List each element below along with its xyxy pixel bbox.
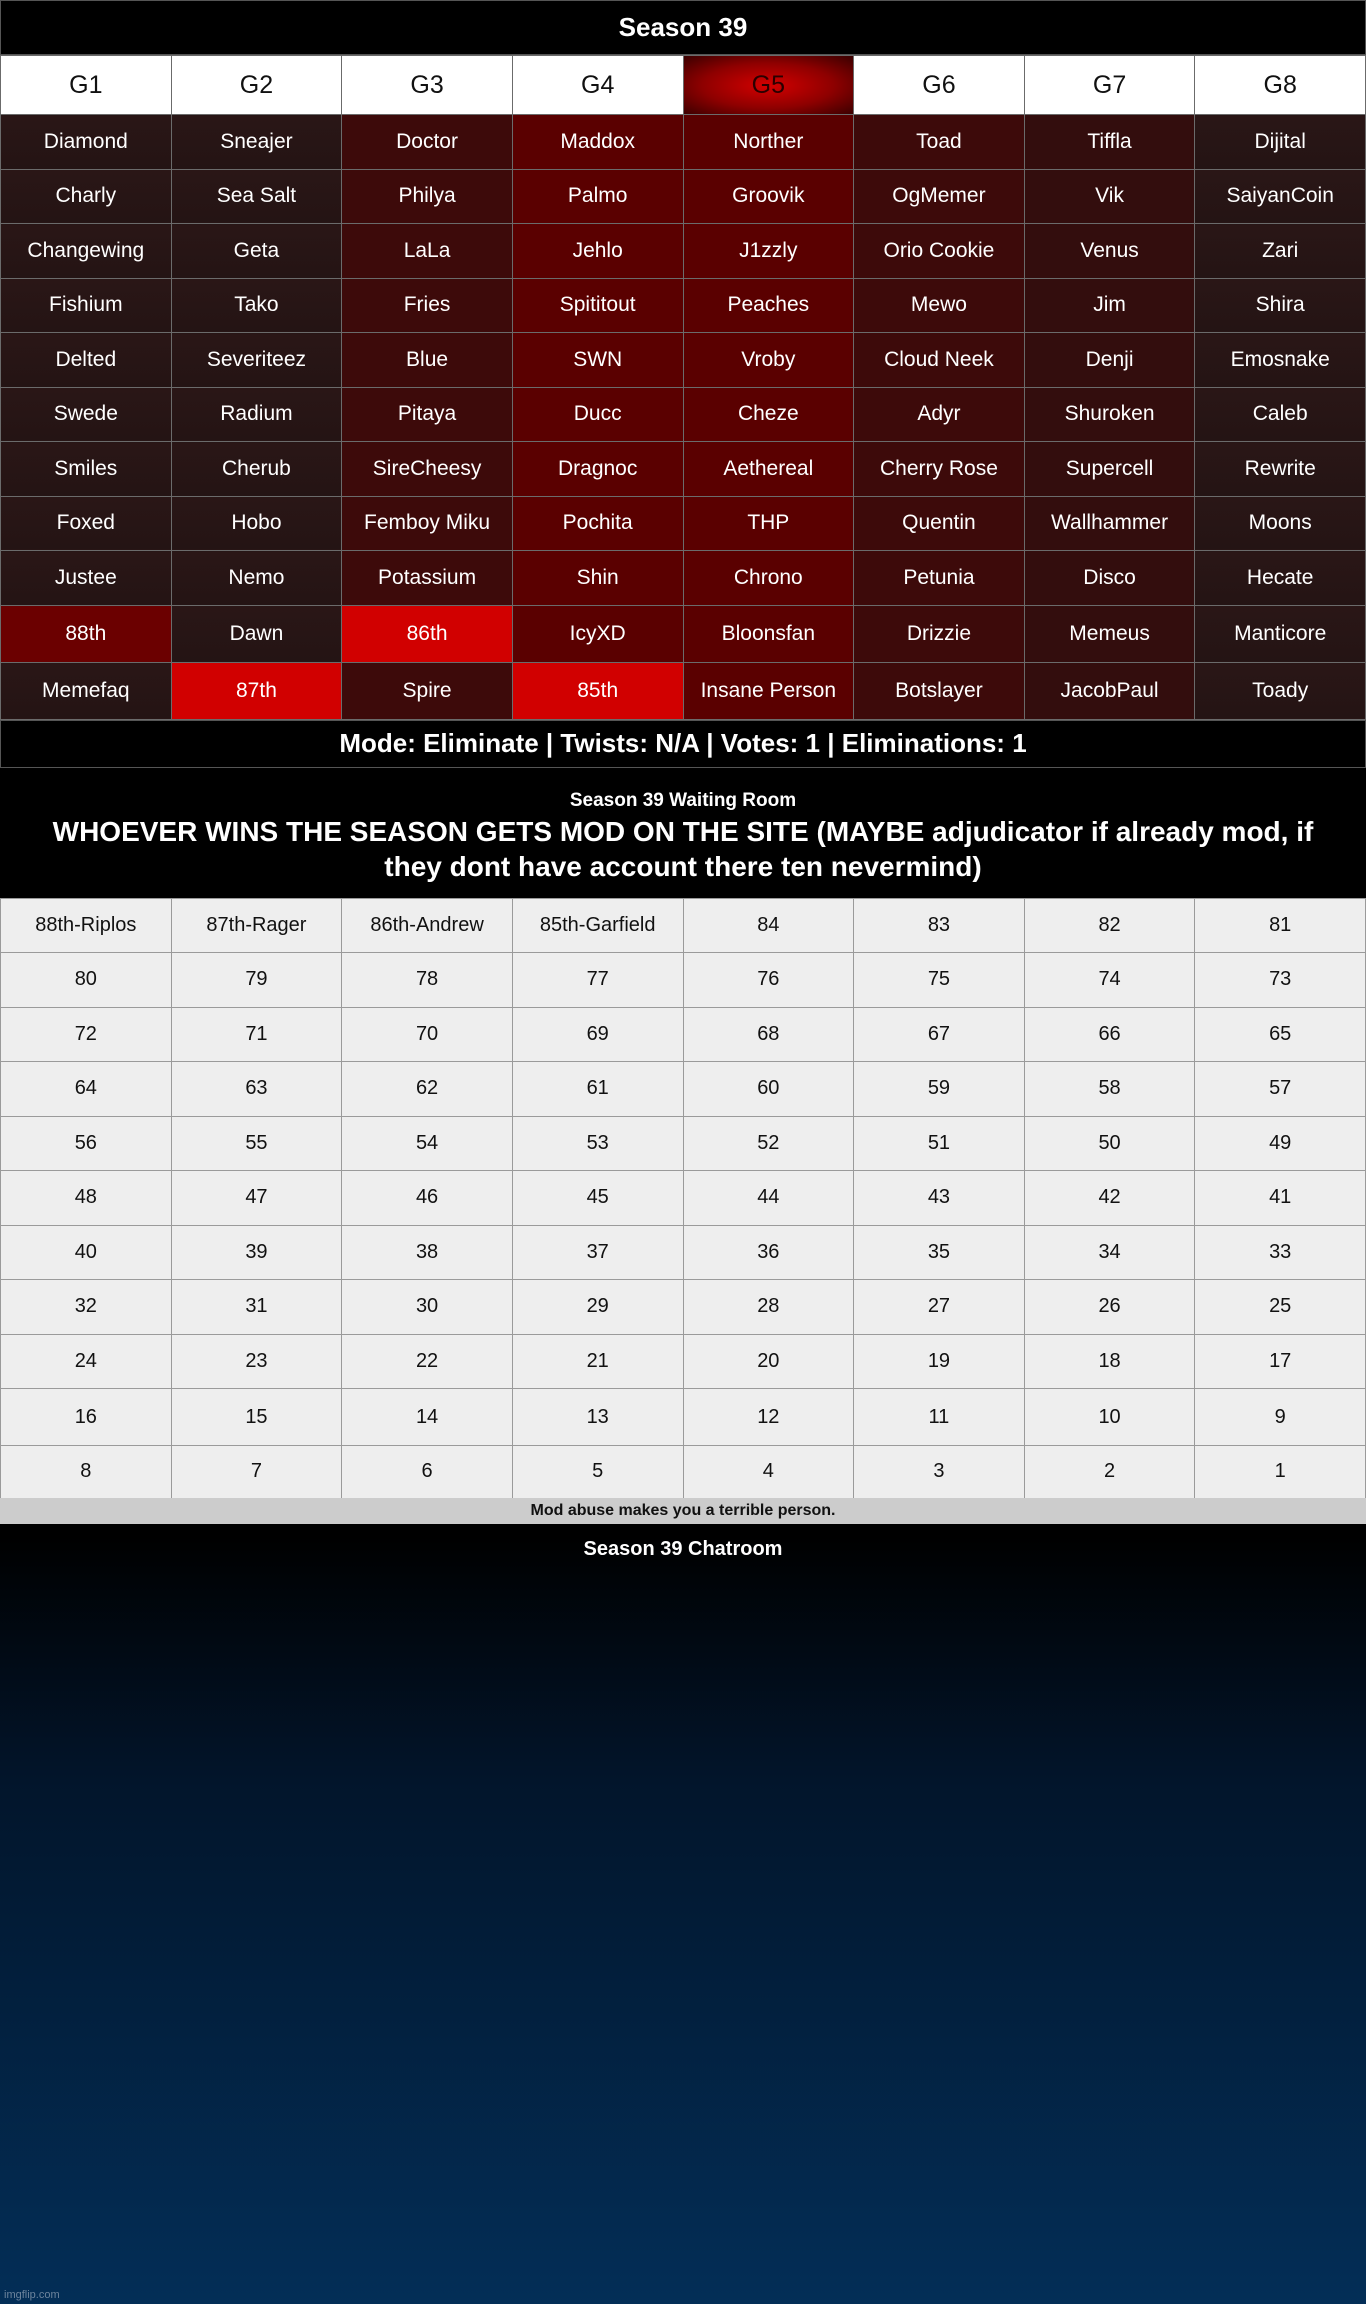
player-cell: Sea Salt (171, 169, 342, 224)
placement-cell: 64 (1, 1062, 172, 1117)
player-cell: Dawn (171, 605, 342, 662)
group-header-g8: G8 (1195, 56, 1366, 115)
placement-cell: 46 (342, 1171, 513, 1226)
placement-cell: 50 (1024, 1116, 1195, 1171)
player-cell: Chrono (683, 551, 854, 606)
placement-cell: 65 (1195, 1007, 1366, 1062)
placement-cell: 23 (171, 1334, 342, 1389)
player-cell: Adyr (854, 387, 1025, 442)
player-cell: Quentin (854, 496, 1025, 551)
group-header-g5: G5 (683, 56, 854, 115)
footer-note: Mod abuse makes you a terrible person. (0, 1498, 1366, 1524)
placement-cell: 24 (1, 1334, 172, 1389)
player-cell: Palmo (512, 169, 683, 224)
placement-cell: 82 (1024, 898, 1195, 953)
player-row (1, 662, 1366, 719)
placement-cell: 37 (512, 1225, 683, 1280)
player-cell: Pochita (512, 496, 683, 551)
placement-cell: 74 (1024, 953, 1195, 1008)
player-cell: Fishium (1, 278, 172, 333)
placement-cell: 75 (854, 953, 1025, 1008)
player-cell: Shira (1195, 278, 1366, 333)
player-row (1, 387, 1366, 442)
placement-cell: 60 (683, 1062, 854, 1117)
player-cell: Changewing (1, 224, 172, 279)
player-cell: Tako (171, 278, 342, 333)
player-cell: SWN (512, 333, 683, 388)
player-cell: Tiffla (1024, 115, 1195, 170)
player-cell: SaiyanCoin (1195, 169, 1366, 224)
player-cell: Rewrite (1195, 442, 1366, 497)
placement-cell: 39 (171, 1225, 342, 1280)
player-cell: Shuroken (1024, 387, 1195, 442)
player-cell: Supercell (1024, 442, 1195, 497)
player-cell: Vroby (683, 333, 854, 388)
placement-cell: 67 (854, 1007, 1025, 1062)
placement-cell: 33 (1195, 1225, 1366, 1280)
placement-cell: 51 (854, 1116, 1025, 1171)
placement-cell: 11 (854, 1389, 1025, 1446)
player-cell: Botslayer (854, 662, 1025, 719)
placement-cell: 10 (1024, 1389, 1195, 1446)
placement-cell: 30 (342, 1280, 513, 1335)
chatroom-title: Season 39 Chatroom (583, 1537, 783, 1560)
player-cell: OgMemer (854, 169, 1025, 224)
waiting-room-header (0, 768, 1366, 898)
placement-cell: 36 (683, 1225, 854, 1280)
placement-cell: 45 (512, 1171, 683, 1226)
placement-cell: 79 (171, 953, 342, 1008)
player-cell: Delted (1, 333, 172, 388)
placement-cell: 1 (1195, 1446, 1366, 1498)
placement-cell: 68 (683, 1007, 854, 1062)
placement-cell: 42 (1024, 1171, 1195, 1226)
season-title: Season 39 (0, 0, 1366, 55)
placement-cell: 9 (1195, 1389, 1366, 1446)
player-cell: Potassium (342, 551, 513, 606)
placement-row (1, 1225, 1366, 1280)
player-cell: Doctor (342, 115, 513, 170)
player-cell: Radium (171, 387, 342, 442)
placement-cell: 73 (1195, 953, 1366, 1008)
placement-cell: 72 (1, 1007, 172, 1062)
group-header-g4: G4 (512, 56, 683, 115)
placement-cell: 27 (854, 1280, 1025, 1335)
player-cell: Dragnoc (512, 442, 683, 497)
player-cell: Toady (1195, 662, 1366, 719)
placement-cell: 26 (1024, 1280, 1195, 1335)
player-cell: Swede (1, 387, 172, 442)
placement-cell: 29 (512, 1280, 683, 1335)
placement-row (1, 1280, 1366, 1335)
placement-cell: 38 (342, 1225, 513, 1280)
placement-cell: 59 (854, 1062, 1025, 1117)
placement-row (1, 1334, 1366, 1389)
eliminated-slot: 86th (342, 605, 513, 662)
player-cell: Jim (1024, 278, 1195, 333)
placement-cell: 21 (512, 1334, 683, 1389)
placement-cell: 20 (683, 1334, 854, 1389)
player-cell: JacobPaul (1024, 662, 1195, 719)
placement-row (1, 953, 1366, 1008)
player-cell: Bloonsfan (683, 605, 854, 662)
player-cell: THP (683, 496, 854, 551)
player-cell: Smiles (1, 442, 172, 497)
placement-cell: 83 (854, 898, 1025, 953)
player-cell: Denji (1024, 333, 1195, 388)
placement-cell: 13 (512, 1389, 683, 1446)
placement-row (1, 1446, 1366, 1498)
placement-cell: 16 (1, 1389, 172, 1446)
player-row (1, 496, 1366, 551)
player-cell: Hecate (1195, 551, 1366, 606)
placement-cell: 7 (171, 1446, 342, 1498)
placement-cell: 76 (683, 953, 854, 1008)
placement-cell: 47 (171, 1171, 342, 1226)
placement-cell: 63 (171, 1062, 342, 1117)
placement-cell: 19 (854, 1334, 1025, 1389)
player-cell: Hobo (171, 496, 342, 551)
player-cell: Petunia (854, 551, 1025, 606)
placement-cell: 4 (683, 1446, 854, 1498)
player-row (1, 551, 1366, 606)
player-cell: IcyXD (512, 605, 683, 662)
placement-cell: 58 (1024, 1062, 1195, 1117)
placement-cell: 66 (1024, 1007, 1195, 1062)
player-cell: Memefaq (1, 662, 172, 719)
placement-cell: 57 (1195, 1062, 1366, 1117)
player-cell: Caleb (1195, 387, 1366, 442)
placement-cell: 84 (683, 898, 854, 953)
placement-cell: 86th-Andrew (342, 898, 513, 953)
player-cell: Insane Person (683, 662, 854, 719)
player-cell: Manticore (1195, 605, 1366, 662)
player-cell: Jehlo (512, 224, 683, 279)
placement-cell: 81 (1195, 898, 1366, 953)
placement-cell: 69 (512, 1007, 683, 1062)
player-row (1, 169, 1366, 224)
group-header-g3: G3 (342, 56, 513, 115)
player-row (1, 224, 1366, 279)
player-cell: Femboy Miku (342, 496, 513, 551)
player-cell: Mewo (854, 278, 1025, 333)
eliminated-slot: 88th (1, 605, 172, 662)
player-cell: Foxed (1, 496, 172, 551)
player-cell: Nemo (171, 551, 342, 606)
placements-table (0, 898, 1366, 1498)
placement-cell: 8 (1, 1446, 172, 1498)
player-cell: Severiteez (171, 333, 342, 388)
placement-cell: 5 (512, 1446, 683, 1498)
player-cell: Disco (1024, 551, 1195, 606)
placement-cell: 49 (1195, 1116, 1366, 1171)
placement-cell: 53 (512, 1116, 683, 1171)
placement-cell: 32 (1, 1280, 172, 1335)
placement-cell: 56 (1, 1116, 172, 1171)
placement-cell: 18 (1024, 1334, 1195, 1389)
player-cell: Diamond (1, 115, 172, 170)
placement-cell: 2 (1024, 1446, 1195, 1498)
mode-status-bar: Mode: Eliminate | Twists: N/A | Votes: 1 | Eliminations: 1 (0, 720, 1366, 768)
player-cell: Shin (512, 551, 683, 606)
placement-cell: 17 (1195, 1334, 1366, 1389)
player-cell: Memeus (1024, 605, 1195, 662)
player-cell: SireCheesy (342, 442, 513, 497)
player-cell: Charly (1, 169, 172, 224)
player-cell: Drizzie (854, 605, 1025, 662)
placement-cell: 6 (342, 1446, 513, 1498)
waiting-room-headline: WHOEVER WINS THE SEASON GETS MOD ON THE SITE (MAYBE adjudicator if already mod, if they dont have account there ten nevermind) (52, 815, 1314, 882)
player-cell: Dijital (1195, 115, 1366, 170)
placement-cell: 55 (171, 1116, 342, 1171)
placement-cell: 3 (854, 1446, 1025, 1498)
placement-row (1, 1062, 1366, 1117)
player-cell: Peaches (683, 278, 854, 333)
placement-cell: 31 (171, 1280, 342, 1335)
player-cell: J1zzly (683, 224, 854, 279)
player-cell: Toad (854, 115, 1025, 170)
placement-cell: 77 (512, 953, 683, 1008)
placement-cell: 70 (342, 1007, 513, 1062)
player-cell: Fries (342, 278, 513, 333)
placement-cell: 25 (1195, 1280, 1366, 1335)
placement-cell: 80 (1, 953, 172, 1008)
placement-cell: 85th-Garfield (512, 898, 683, 953)
player-cell: Norther (683, 115, 854, 170)
placement-row (1, 1007, 1366, 1062)
group-header-row (1, 56, 1366, 115)
placement-row (1, 1171, 1366, 1226)
player-cell: Cherub (171, 442, 342, 497)
player-cell: Wallhammer (1024, 496, 1195, 551)
player-cell: Spititout (512, 278, 683, 333)
placement-cell: 40 (1, 1225, 172, 1280)
player-cell: Maddox (512, 115, 683, 170)
placement-row (1, 898, 1366, 953)
placement-cell: 22 (342, 1334, 513, 1389)
player-cell: Venus (1024, 224, 1195, 279)
player-cell: Justee (1, 551, 172, 606)
placement-cell: 78 (342, 953, 513, 1008)
placement-cell: 44 (683, 1171, 854, 1226)
player-cell: Orio Cookie (854, 224, 1025, 279)
placement-cell: 48 (1, 1171, 172, 1226)
placement-cell: 15 (171, 1389, 342, 1446)
placement-cell: 62 (342, 1062, 513, 1117)
placement-cell: 28 (683, 1280, 854, 1335)
placement-cell: 41 (1195, 1171, 1366, 1226)
placement-cell: 54 (342, 1116, 513, 1171)
player-cell: Philya (342, 169, 513, 224)
waiting-room-subtitle: Season 39 Waiting Room (569, 789, 797, 811)
player-row (1, 115, 1366, 170)
watermark: imgflip.com (4, 2289, 60, 2301)
placement-cell: 71 (171, 1007, 342, 1062)
player-cell: Pitaya (342, 387, 513, 442)
player-cell: Sneajer (171, 115, 342, 170)
placement-row (1, 1389, 1366, 1446)
player-row (1, 333, 1366, 388)
player-row (1, 442, 1366, 497)
player-row (1, 605, 1366, 662)
player-cell: Vik (1024, 169, 1195, 224)
placement-cell: 43 (854, 1171, 1025, 1226)
groups-table (0, 55, 1366, 720)
player-cell: Moons (1195, 496, 1366, 551)
eliminated-slot: 87th (171, 662, 342, 719)
eliminated-slot: 85th (512, 662, 683, 719)
player-cell: Cloud Neek (854, 333, 1025, 388)
placement-cell: 35 (854, 1225, 1025, 1280)
player-cell: LaLa (342, 224, 513, 279)
placement-cell: 12 (683, 1389, 854, 1446)
player-cell: Cheze (683, 387, 854, 442)
placement-cell: 87th-Rager (171, 898, 342, 953)
player-row (1, 278, 1366, 333)
player-cell: Ducc (512, 387, 683, 442)
player-cell: Zari (1195, 224, 1366, 279)
placement-cell: 52 (683, 1116, 854, 1171)
placement-cell: 34 (1024, 1225, 1195, 1280)
player-cell: Spire (342, 662, 513, 719)
player-cell: Geta (171, 224, 342, 279)
placement-cell: 61 (512, 1062, 683, 1117)
player-cell: Blue (342, 333, 513, 388)
placement-cell: 88th-Riplos (1, 898, 172, 953)
group-header-g2: G2 (171, 56, 342, 115)
group-header-g7: G7 (1024, 56, 1195, 115)
placement-cell: 14 (342, 1389, 513, 1446)
placement-row (1, 1116, 1366, 1171)
player-cell: Cherry Rose (854, 442, 1025, 497)
group-header-g1: G1 (1, 56, 172, 115)
player-cell: Emosnake (1195, 333, 1366, 388)
player-cell: Aethereal (683, 442, 854, 497)
group-header-g6: G6 (854, 56, 1025, 115)
player-cell: Groovik (683, 169, 854, 224)
